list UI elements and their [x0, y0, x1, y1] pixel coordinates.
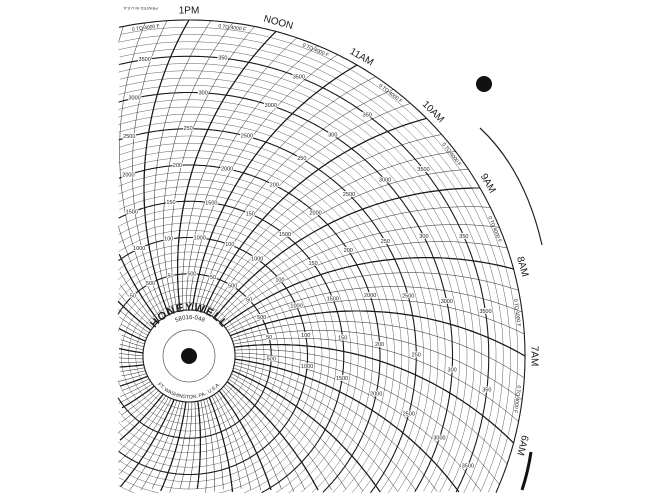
quarter-hour-line: [119, 353, 143, 356]
scale-label: 50: [167, 273, 174, 280]
chart-ring: [118, 114, 431, 493]
hour-label: 8AM: [514, 255, 531, 279]
range-text: 0 TO 4000 F: [377, 82, 404, 105]
scale-label: 100: [275, 277, 285, 284]
scale-label: 250: [183, 126, 193, 133]
scale-label: 2500: [240, 133, 254, 140]
scale-label: 200: [343, 248, 353, 255]
hour-label: 1PM: [178, 5, 200, 17]
range-text: 0 TO 4000 F: [301, 42, 330, 59]
scale-label: 300: [419, 234, 429, 241]
scale-label: 3500: [292, 74, 305, 81]
scale-label: 2000: [122, 172, 135, 179]
scale-label: 350: [218, 55, 228, 62]
hour-line: [120, 394, 163, 440]
scale-label: 50: [210, 274, 217, 281]
scale-label: 3000: [433, 435, 446, 442]
scale-label: 50: [246, 297, 253, 304]
scale-label: 200: [172, 162, 182, 169]
chart-ring: [119, 56, 492, 492]
quarter-hour-line: [235, 350, 508, 465]
scale-label: 100: [225, 242, 235, 249]
quarter-hour-line: [119, 384, 153, 404]
scale-label: 300: [447, 367, 457, 374]
scale-label: 500: [187, 271, 197, 278]
chart-grid: [118, 20, 525, 493]
hour-label: 6AM: [514, 433, 531, 457]
chart-ring: [119, 82, 463, 491]
scale-label: 100: [301, 333, 311, 340]
scale-label: 2500: [123, 134, 136, 141]
hour-label: 7AM: [528, 345, 540, 367]
range-text: 0 TO 4000 F: [440, 141, 463, 168]
quarter-hour-line: [234, 365, 416, 490]
scale-label: 1500: [205, 200, 218, 207]
scale-label: 1000: [300, 364, 314, 371]
scale-label: 1000: [290, 303, 303, 310]
brand-logo: HONEYWELL: [148, 301, 231, 331]
scale-label: 100: [164, 236, 174, 243]
edge-arc-thick: [522, 452, 531, 490]
scale-label: 300: [198, 90, 208, 97]
punch-hole-icon: [476, 76, 492, 92]
hour-line: [119, 329, 145, 342]
scale-label: 2000: [370, 391, 383, 398]
scale-label: 3500: [138, 57, 151, 64]
chart-ring: [120, 71, 474, 492]
scale-label: 50: [266, 334, 273, 341]
range-text: 0 TO 4000 F: [217, 23, 247, 33]
scale-label: 2000: [220, 166, 234, 173]
quarter-hour-line: [219, 225, 499, 322]
hour-line: [120, 376, 147, 386]
hour-label: NOON: [262, 13, 295, 33]
maker-location: FT. WASHINGTON, PA., U.S.A.: [156, 381, 222, 401]
hour-line: [120, 394, 163, 440]
scale-label: 3500: [461, 463, 475, 470]
range-text: 0 TO 4000 F: [512, 384, 522, 414]
hour-label: 11AM: [347, 46, 376, 69]
scale-label: 150: [338, 335, 348, 342]
scale-label: 150: [166, 199, 176, 206]
scale-label: 500: [257, 314, 267, 321]
quarter-hour-line: [229, 299, 524, 334]
scale-label: 500: [266, 356, 276, 363]
scale-label: 200: [269, 182, 279, 189]
quarter-hour-line: [121, 340, 144, 347]
scale-label: 200: [375, 341, 385, 348]
quarter-hour-line: [120, 23, 164, 318]
quarter-hour-line: [214, 394, 251, 490]
quarter-hour-line: [118, 309, 149, 333]
center-hole-icon: [181, 348, 197, 364]
scale-label: 3000: [440, 299, 453, 306]
quarter-hour-line: [121, 368, 145, 372]
scale-label: 350: [459, 233, 469, 240]
scale-label: 350: [482, 387, 492, 394]
range-text: 0 TO 4000 F: [512, 298, 522, 328]
quarter-hour-line: [119, 384, 153, 404]
scale-label: 250: [380, 239, 390, 246]
quarter-hour-line: [201, 401, 207, 493]
scale-label: 1500: [335, 375, 349, 382]
hour-label: 9AM: [477, 171, 498, 196]
scale-label: 3000: [264, 102, 277, 109]
scale-label: 300: [328, 132, 338, 139]
quarter-hour-line: [204, 400, 215, 492]
scale-label: 250: [411, 352, 421, 359]
quarter-hour-line: [201, 401, 207, 493]
range-text: 0 TO 4000 F: [486, 215, 503, 244]
scale-label: 1000: [193, 235, 206, 242]
printed-note: PRINTED IN U.S.A.: [122, 6, 158, 11]
hour-line: [161, 402, 186, 491]
scale-label: 3000: [378, 177, 392, 184]
scale-label: 2000: [309, 210, 322, 217]
quarter-hour-line: [219, 225, 499, 322]
quarter-hour-line: [214, 394, 251, 490]
scale-label: 1500: [125, 209, 138, 216]
scale-label: 2500: [402, 411, 415, 418]
hour-line: [161, 402, 186, 491]
quarter-hour-line: [120, 23, 164, 318]
quarter-hour-line: [119, 358, 143, 359]
scale-label: 500: [145, 280, 156, 287]
scale-label: 150: [245, 211, 255, 218]
scale-label: 1500: [326, 296, 339, 303]
scale-label: 1000: [251, 256, 264, 263]
hour-line: [119, 349, 143, 353]
quarter-hour-line: [183, 38, 298, 311]
scale-label: 3000: [128, 95, 141, 102]
scale-label: 3500: [479, 309, 492, 316]
scale-label: 500: [228, 283, 238, 290]
quarter-hour-line: [204, 400, 215, 492]
scale-label: 50: [129, 293, 137, 300]
quarter-hour-line: [234, 365, 416, 490]
scale-label: 1500: [278, 232, 292, 239]
chart-ring: [119, 122, 424, 493]
part-number: 58016-048: [174, 315, 206, 324]
chart-ring: [118, 100, 445, 492]
hour-line: [120, 365, 144, 367]
scale-label: 3500: [417, 166, 430, 173]
quarter-hour-line: [235, 350, 508, 465]
quarter-hour-line: [119, 362, 143, 363]
scale-label: 2000: [364, 292, 377, 299]
scale-label: 1000: [133, 245, 146, 252]
scale-label: 2500: [342, 192, 356, 199]
scale-label: 350: [362, 112, 372, 119]
scale-label: 2500: [402, 293, 415, 300]
scale-label: 250: [297, 156, 307, 163]
scale-label: 150: [308, 261, 318, 268]
quarter-hour-line: [229, 299, 524, 334]
range-text: 0 TO 4000 F: [131, 23, 161, 33]
hour-label: 10AM: [419, 99, 446, 126]
quarter-hour-line: [183, 38, 298, 311]
quarter-hour-line: [118, 309, 149, 333]
